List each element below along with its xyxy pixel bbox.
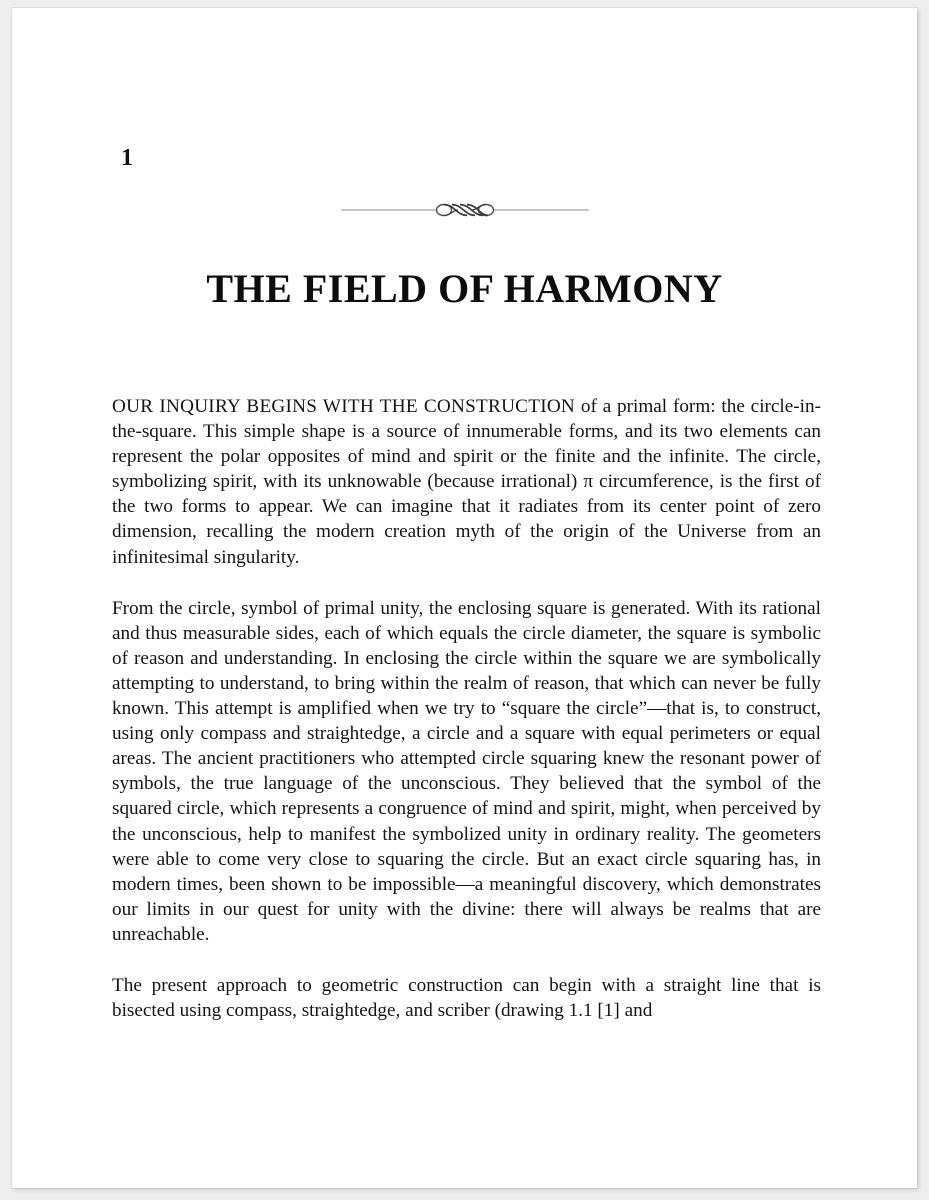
braided-knot-ornament-icon xyxy=(341,200,589,220)
paragraph-3: The present approach to geometric construction can begin with a straight line that is bisected using compass, straightedge, and scriber (drawing 1.1 [1] and xyxy=(112,974,821,1022)
chapter-number: 1 xyxy=(121,145,133,171)
paragraph-1-lead-smallcaps: OUR INQUIRY BEGINS WITH THE CONSTRUCTION xyxy=(112,396,576,417)
body-text-column xyxy=(112,394,821,1023)
section-ornament-divider xyxy=(111,198,818,222)
chapter-title: THE FIELD OF HARMONY xyxy=(206,265,723,311)
paragraph-1-body: of a primal form: the circle-in-the-square. This simple shape is a source of innumerable forms, and its two elements can represent the polar opposites of mind and spirit or the finite and the infinite. The circle, symbolizing spirit, with its unknowable (because irrational) π circumference, is the first of the two forms to appear. We can imagine that it radiates from its center point of zero dimension, recalling the modern creation myth of the origin of the Universe from an infinitesimal singularity. xyxy=(112,396,821,568)
paragraph-1 xyxy=(112,394,821,570)
paragraph-2: From the circle, symbol of primal unity, the enclosing square is generated. With its rational and thus measurable sides, each of which equals the circle diameter, the square is symbolic of reason and understanding. In enclosing the circle within the square we are symbolically attempting to understand, to bring within the realm of reason, that which can never be fully known. This attempt is amplified when we try to “square the circle”—that is, to construct, using only compass and straightedge, a circle and a square with equal perimeters or equal areas. The ancient practitioners who attempted circle squaring knew the resonant power of symbols, the true language of the unconscious. They believed that the symbol of the squared circle, which represents a congruence of mind and spirit, might, when perceived by the unconscious, help to manifest the symbolized unity in ordinary reality. The geometers were able to come very close to squaring the circle. But an exact circle squaring has, in modern times, been shown to be impossible—a meaningful discovery, which demonstrates our limits in our quest for unity with the divine: there will always be realms that are unreachable. xyxy=(112,597,821,945)
document-page xyxy=(12,8,917,1188)
page-content-area xyxy=(111,8,821,1188)
